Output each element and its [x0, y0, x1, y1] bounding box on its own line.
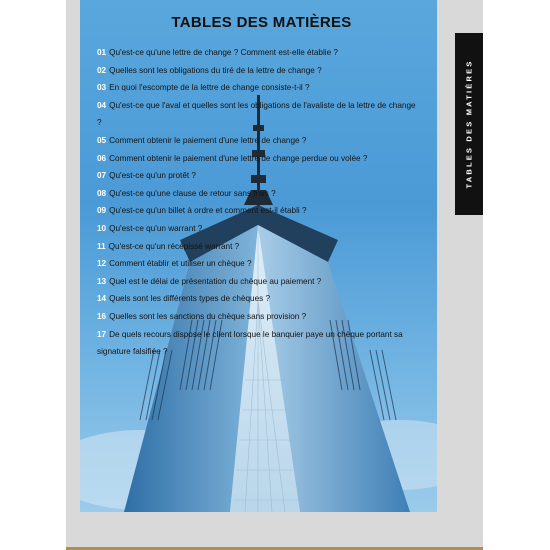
toc-entry [97, 97, 422, 132]
toc-entry-text: Comment obtenir le paiement d'une lettre de change ? [109, 135, 307, 145]
toc-entry-text: Quelles sont les obligations du tiré de la lettre de change ? [109, 65, 322, 75]
toc-entry [97, 62, 422, 80]
toc-entry [97, 326, 422, 361]
toc-entry [97, 308, 422, 326]
toc-entry-number: 17 [97, 329, 107, 339]
toc-entry-text: De quels recours dispose le client lorsque le banquier paye un chèque portant sa signature falsifiée ? [97, 329, 403, 357]
toc-entry [97, 132, 422, 150]
toc-entry-number: 16 [97, 311, 107, 321]
toc-entry-text: Comment obtenir le paiement d'une lettre de change perdue ou volée ? [109, 153, 368, 163]
toc-entry-text: Qu'est-ce qu'un billet à ordre et comment est-il établi ? [109, 206, 307, 216]
toc-entry-text: Qu'est-ce qu'un protêt ? [109, 171, 196, 181]
toc-entry-text: Qu'est-ce qu'une clause de retour sans frais ? [109, 188, 276, 198]
toc-entry-text: Quelles sont les sanctions du chèque sans provision ? [109, 311, 307, 321]
toc-entry-number: 03 [97, 83, 107, 93]
toc-entry-text: Qu'est-ce qu'un récépissé warrant ? [108, 241, 240, 251]
toc-entry-number: 02 [97, 65, 107, 75]
page-title: TABLES DES MATIÈRES [171, 14, 352, 31]
toc-entry-text: Qu'est-ce que l'aval et quelles sont les obligations de l'avaliste de la lettre de change ? [97, 100, 416, 128]
toc-entry-number: 13 [97, 276, 107, 286]
toc-entry [97, 44, 422, 62]
toc-entry [97, 290, 422, 308]
toc-entry-text: Qu'est-ce qu'une lettre de change ? Comment est-elle établie ? [109, 48, 338, 57]
toc-entry-number: 10 [97, 223, 107, 233]
toc-entry-number: 12 [97, 259, 107, 269]
toc-entry [97, 238, 422, 256]
toc-entry-number: 11 [97, 241, 106, 251]
toc-entry-number: 07 [97, 171, 107, 181]
toc-entry [97, 202, 422, 220]
toc-entry-number: 05 [97, 135, 107, 145]
toc-entry-number: 09 [97, 206, 107, 216]
toc-entry [97, 185, 422, 203]
toc-entry-text: Quels sont les différents types de chèques ? [109, 294, 271, 304]
toc-entry-number: 01 [97, 48, 107, 57]
toc-entry [97, 79, 422, 97]
toc-entry-number: 04 [97, 100, 107, 110]
toc-entry-number: 06 [97, 153, 107, 163]
toc-entry [97, 273, 422, 291]
toc-entry [97, 255, 422, 273]
toc-entry-text: En quoi l'escompte de la lettre de change consiste-t-il ? [109, 83, 310, 93]
side-tab-label: TABLES DES MATIÈRES [464, 59, 474, 189]
toc-entry-text: Qu'est-ce qu'un warrant ? [109, 223, 203, 233]
toc-entry-text: Quel est le délai de présentation du chèque au paiement ? [109, 276, 322, 286]
toc-entry [97, 220, 422, 238]
toc-entry-number: 08 [97, 188, 107, 198]
toc-entry [97, 150, 422, 168]
side-tab [455, 33, 483, 215]
toc-entry-text: Comment établir et utiliser un chèque ? [109, 259, 252, 269]
toc-entry-number: 14 [97, 294, 107, 304]
table-of-contents [97, 44, 422, 361]
toc-entry [97, 167, 422, 185]
